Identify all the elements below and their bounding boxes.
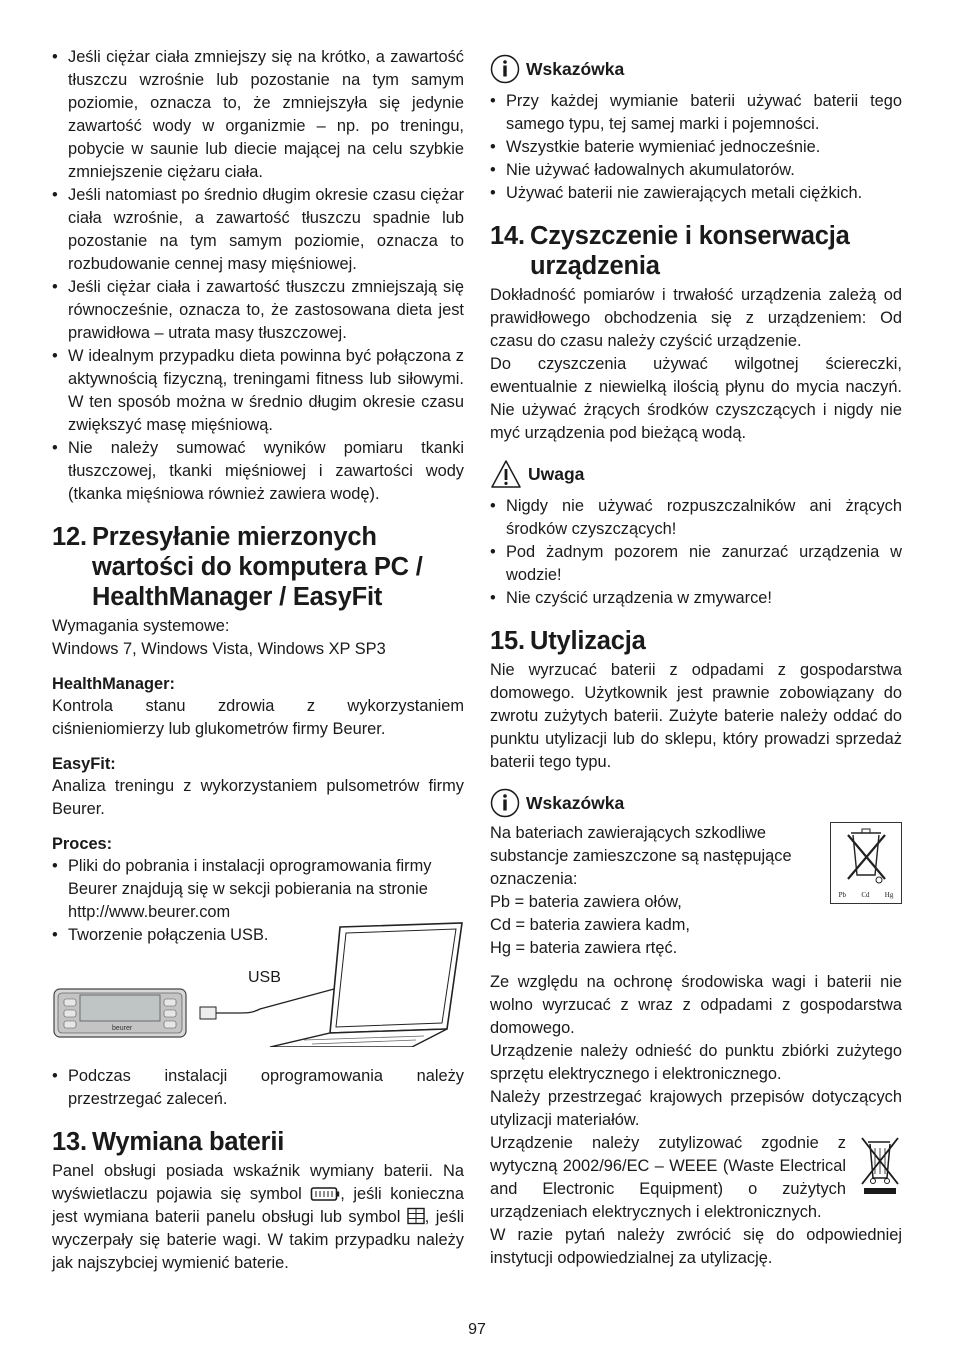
section-14-heading [490,221,902,281]
text-fragment: Panel obsługi posiada wskaźnik wymiany baterii. Na wyświetlaczu pojawia się symbol [52,1162,464,1203]
heading-line: HealthManager / EasyFit [92,583,383,611]
heading-line: wartości do komputera PC / [92,553,423,581]
battery-symbol-icon [310,1186,340,1202]
text-fragment: , jeśli wyczerpały się baterie wagi. W takim przypadku należy jak najszybciej wymienić baterie. [52,1208,464,1272]
left-column [52,46,464,1275]
body-composition-list [52,46,464,506]
list-item: • Używać baterii nie zawierających metali ciężkich. [490,182,902,205]
note-1-heading [490,54,902,84]
disposal-paragraph: Nie wyrzucać baterii z odpadami z gospodarstwa domowego. Użytkownik jest prawnie zobowiązany do zwrotu zużytych baterii. Zużyte baterie należy oddać do punktu utylizacji lub do sklepu, który prowadzi sprzedaż baterii tego typu. [490,661,902,771]
list-item: • Pliki do pobrania i instalacji oprogramowania firmy Beurer znajdują się w sekcji pobierania na stronie http://www.beurer.com [52,855,464,924]
cleaning-paragraph: Do czyszczenia używać wilgotnej ściereczki, ewentualnie z niewielką ilością płynu do mycia naczyń. Nie używać żrących środków czyszczących i nigdy nie myć urządzenia pod bieżącą wodą. [490,355,902,442]
process-label: Proces: [52,835,113,853]
disposal-paragraph: Urządzenie należy odnieść do punktu zbiórki zużytego sprzętu elektrycznego i elektronicznego. [490,1042,902,1083]
heading-line: Przesyłanie mierzonych [92,523,377,551]
list-item: • W idealnym przypadku dieta powinna być połączona z aktywnością fizyczną, treningami fitness lub siłowymi. W ten sposób można w średnio długim okresie czasu zwiększyć masę mięśniową. [52,345,464,437]
warning-list [490,495,902,610]
hazard-symbols-row [831,891,901,899]
battery-replacement-text [52,1160,464,1275]
weee-crossed-bin-icon [856,1134,902,1196]
section-number: 12. [52,523,87,551]
heading-line: Czyszczenie i konserwacja [530,222,850,250]
requirements-label: Wymagania systemowe: [52,617,230,635]
easyfit-text: Analiza treningu z wykorzystaniem pulsometrów firmy Beurer. [52,777,464,818]
list-item: • Jeśli ciężar ciała i zawartość tłuszczu zmniejszają się równocześnie, oznacza to, że zastosowana dieta jest prawidłowa – utrata masy tłuszczowej. [52,276,464,345]
hazard-pb: Pb = bateria zawiera ołów, [490,893,682,911]
disposal-paragraph: W razie pytań należy zwrócić się do odpowiedniej instytucji odpowiedzialnej za utylizację. [490,1226,902,1267]
text-fragment: , jeśli konieczna jest wymiana baterii panelu obsługi lub symbol [52,1185,464,1226]
easyfit-label: EasyFit: [52,755,116,773]
hazardous-substances-block [490,822,902,960]
symbol-pb: Pb [838,891,847,899]
note-2-heading [490,788,902,818]
list-item: • Nie należy sumować wyników pomiaru tkanki tłuszczowej, tkanki mięśniowej i zawartości wody (tkanka mięśniowa również zawiera wodę). [52,437,464,506]
note-heading-label: Wskazówka [526,59,625,79]
heading-line: Utylizacja [530,627,646,655]
list-item: • Nigdy nie używać rozpuszczalników ani żrących środków czyszczących! [490,495,902,541]
list-item: • Pod żadnym pozorem nie zanurzać urządzenia w wodzie! [490,541,902,587]
list-item: • Tworzenie połączenia USB. [52,924,464,947]
battery-note-list [490,90,902,205]
list-item: • Podczas instalacji oprogramowania należy przestrzegać zaleceń. [52,1065,464,1111]
disposal-paragraph: Urządzenie należy zutylizować zgodnie z wytyczną 2002/96/EC – WEEE (Waste Electrical and Electronic Equipment) o zużytych urządzeniach elektrycznych i elektronicznych. [490,1134,846,1221]
requirements-value: Windows 7, Windows Vista, Windows XP SP3 [52,640,386,658]
disposal-paragraph: Ze względu na ochronę środowiska wagi i baterii nie wolno wyrzucać z wraz z odpadami z gospodarstwa domowego. [490,973,902,1037]
weee-block [490,1132,902,1224]
hazard-hg: Hg = bateria zawiera rtęć. [490,939,678,957]
healthmanager-label: HealthManager: [52,675,175,693]
hazardous-intro: Na bateriach zawierających szkodliwe substancje zamieszczone są następujące oznaczenia: [490,824,792,888]
section-number: 13. [52,1128,87,1156]
hazard-cd: Cd = bateria zawiera kadm, [490,916,690,934]
list-item: • Nie czyścić urządzenia w zmywarce! [490,587,902,610]
install-list [52,1065,464,1111]
healthmanager-text: Kontrola stanu zdrowia z wykorzystaniem ciśnieniomierzy lub glukometrów firmy Beurer. [52,697,464,738]
heading-line: urządzenia [530,252,660,280]
usb-label: USB [248,969,281,986]
list-item: • Przy każdej wymianie baterii używać baterii tego samego typu, tej samej marki i pojemności. [490,90,902,136]
usb-connection-illustration [52,919,464,1047]
symbol-hg: Hg [884,891,894,899]
disposal-paragraph: Należy przestrzegać krajowych przepisów dotyczących utylizacji materiałów. [490,1088,902,1129]
crossed-bin-icon [831,823,901,887]
section-number: 15. [490,627,525,655]
heading-line: Wymiana baterii [92,1128,285,1156]
note-heading-label: Wskazówka [526,793,625,813]
cleaning-paragraph: Dokładność pomiarów i trwałość urządzenia zależą od prawidłowego obchodzenia się z urządzeniem: Od czasu do czasu należy czyścić urządzenie. [490,286,902,350]
right-column [490,54,902,1270]
section-13-heading [52,1127,464,1157]
section-number: 14. [490,222,525,250]
scale-battery-symbol-icon [407,1207,425,1225]
warning-heading [490,459,902,489]
section-15-heading [490,626,902,656]
list-item: • Jeśli natomiast po średnio długim okresie czasu ciężar ciała wzrośnie, a zawartość tłuszczu spadnie lub pozostanie na tym samym poziomie, oznacza to rozbudowanie cennej masy mięśniowej. [52,184,464,276]
warning-triangle-icon [490,459,522,489]
list-item: • Jeśli ciężar ciała zmniejszy się na krótko, a zawartość tłuszczu wzrośnie lub pozostanie na tym samym poziomie, oznacza to, że zmniejszyła się jedynie zawartość wody w organizmie – np. po treningu, pobycie w saunie lub diecie mającej na celu szybkie zmniejszenie ciężaru ciała. [52,46,464,184]
warning-heading-label: Uwaga [528,464,585,484]
device-brand-label: beurer [112,1025,133,1032]
section-12-heading [52,522,464,612]
info-icon [490,54,520,84]
info-icon [490,788,520,818]
list-item: • Wszystkie baterie wymieniać jednocześnie. [490,136,902,159]
page-number: 97 [468,1321,486,1338]
battery-disposal-symbol [830,822,902,904]
symbol-cd: Cd [861,891,870,899]
list-item: • Nie używać ładowalnych akumulatorów. [490,159,902,182]
